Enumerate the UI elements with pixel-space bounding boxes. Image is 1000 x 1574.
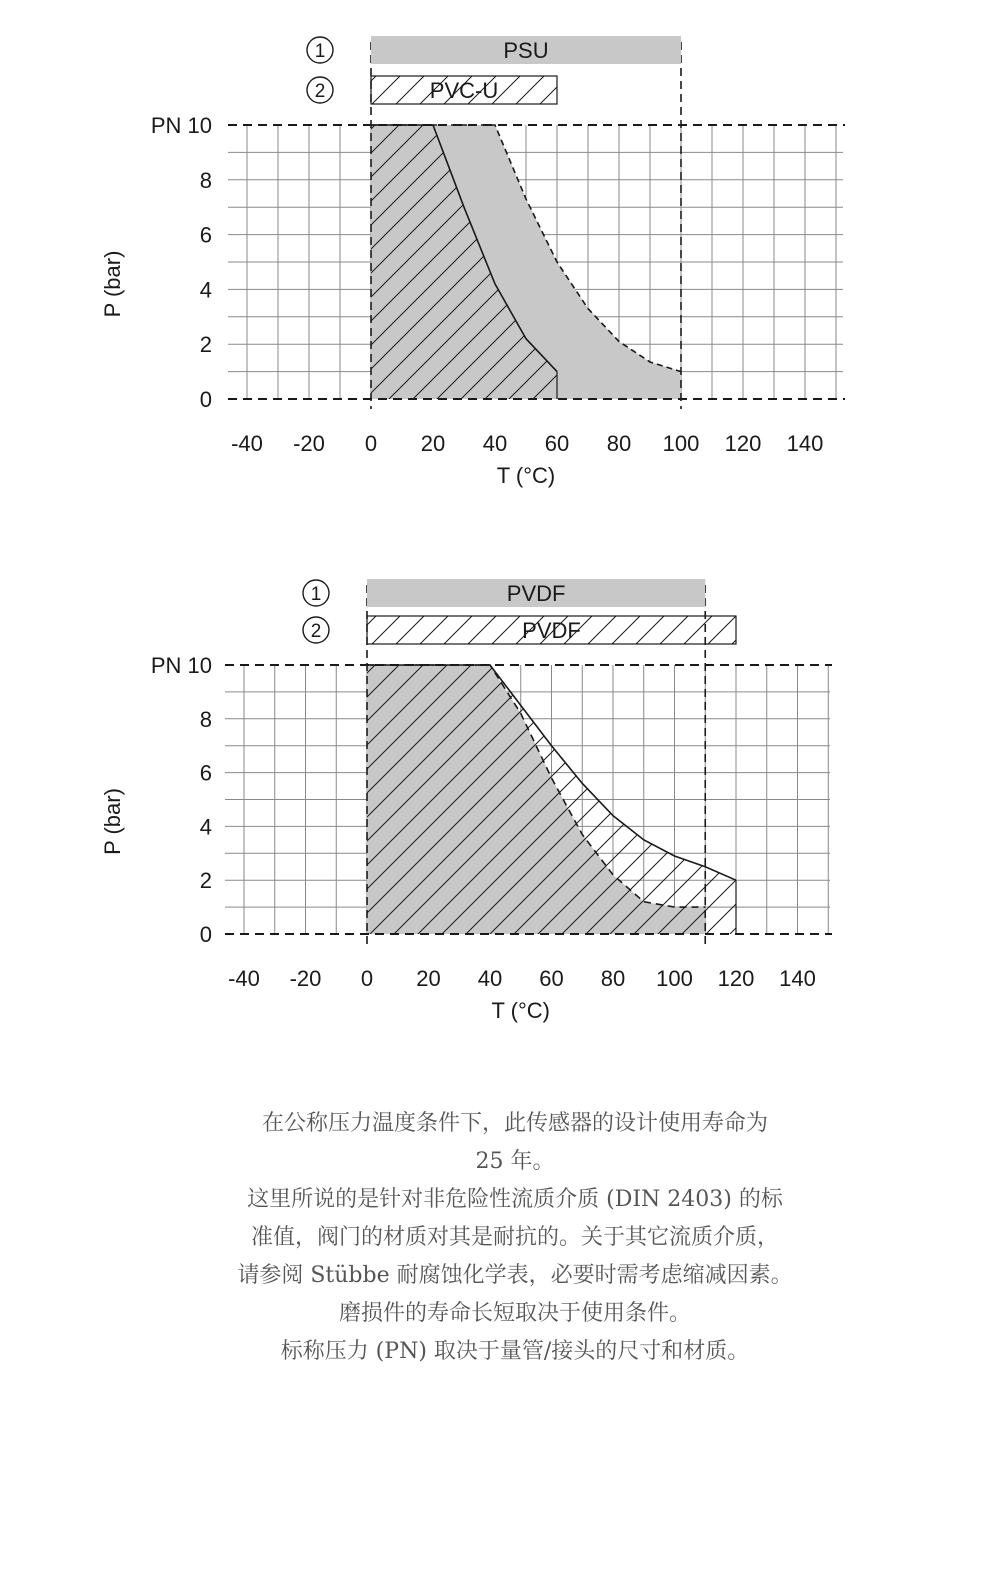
legend-marker: 1	[310, 584, 322, 605]
pressure-temperature-chart-2	[0, 560, 1000, 1030]
y-axis-label: P (bar)	[100, 250, 125, 318]
x-tick-label: 140	[786, 431, 824, 456]
note-line: 磨损件的寿命长短取决于使用条件。	[338, 1301, 691, 1326]
y-tick-label: 6	[199, 760, 212, 786]
legend-label: PVDF	[506, 581, 566, 606]
y-tick-label: 6	[199, 222, 212, 248]
y-tick-label: 8	[199, 706, 212, 732]
x-axis-label: T (°C)	[491, 998, 550, 1023]
x-tick-label: -20	[293, 431, 325, 456]
notes-block	[130, 1105, 900, 1371]
x-tick-label: 80	[600, 966, 626, 991]
note-line: 25 年。	[475, 1149, 555, 1174]
y-tick-label: 2	[199, 868, 212, 894]
legend-label: PVC-U	[429, 78, 499, 103]
y-tick-label: PN 10	[150, 653, 212, 678]
x-tick-label: 60	[539, 966, 564, 991]
x-tick-label: -40	[228, 966, 260, 991]
x-tick-label: 120	[717, 966, 755, 991]
legend-label: PSU	[503, 38, 549, 63]
legend-marker: 2	[310, 621, 322, 642]
legend-marker: 2	[314, 81, 326, 102]
x-axis-label: T (°C)	[496, 463, 556, 488]
y-tick-label: 0	[199, 387, 212, 412]
legend-label: PVDF	[522, 618, 581, 643]
x-tick-label: 20	[416, 966, 441, 991]
x-tick-label: 20	[420, 431, 446, 456]
note-line: 准值，阀门的材质对其是耐抗的。关于其它流质介质，	[250, 1225, 779, 1250]
note-line: 这里所说的是针对非危险性流质介质 (DIN 2403) 的标	[247, 1187, 783, 1212]
x-tick-label: 40	[477, 966, 503, 991]
y-tick-label: 8	[199, 167, 212, 193]
x-tick-label: -40	[231, 431, 263, 456]
x-tick-label: 100	[662, 431, 700, 456]
x-tick-label: 40	[482, 431, 508, 456]
x-tick-label: 0	[364, 431, 378, 456]
y-tick-label: 4	[199, 277, 212, 303]
x-tick-label: 100	[656, 966, 693, 991]
note-line: 标称压力 (PN) 取决于量管/接头的尺寸和材质。	[280, 1339, 750, 1364]
pressure-temperature-chart-1	[0, 20, 1000, 500]
note-line: 请参阅 Stübbe 耐腐蚀化学表，必要时需考虑缩减因素。	[237, 1263, 793, 1288]
x-tick-label: 120	[724, 431, 762, 456]
x-tick-label: 0	[360, 966, 374, 991]
x-tick-label: 140	[779, 966, 816, 991]
y-tick-label: 2	[199, 332, 212, 358]
y-tick-label: PN 10	[150, 113, 212, 138]
x-tick-label: 60	[544, 431, 570, 456]
x-tick-label: -20	[289, 966, 322, 991]
x-tick-label: 80	[606, 431, 632, 456]
y-tick-label: 4	[199, 814, 212, 840]
note-line: 在公称压力温度条件下，此传感器的设计使用寿命为	[261, 1111, 768, 1136]
y-axis-label: P (bar)	[100, 788, 125, 855]
y-tick-label: 0	[199, 922, 212, 947]
legend-marker: 1	[314, 41, 326, 62]
